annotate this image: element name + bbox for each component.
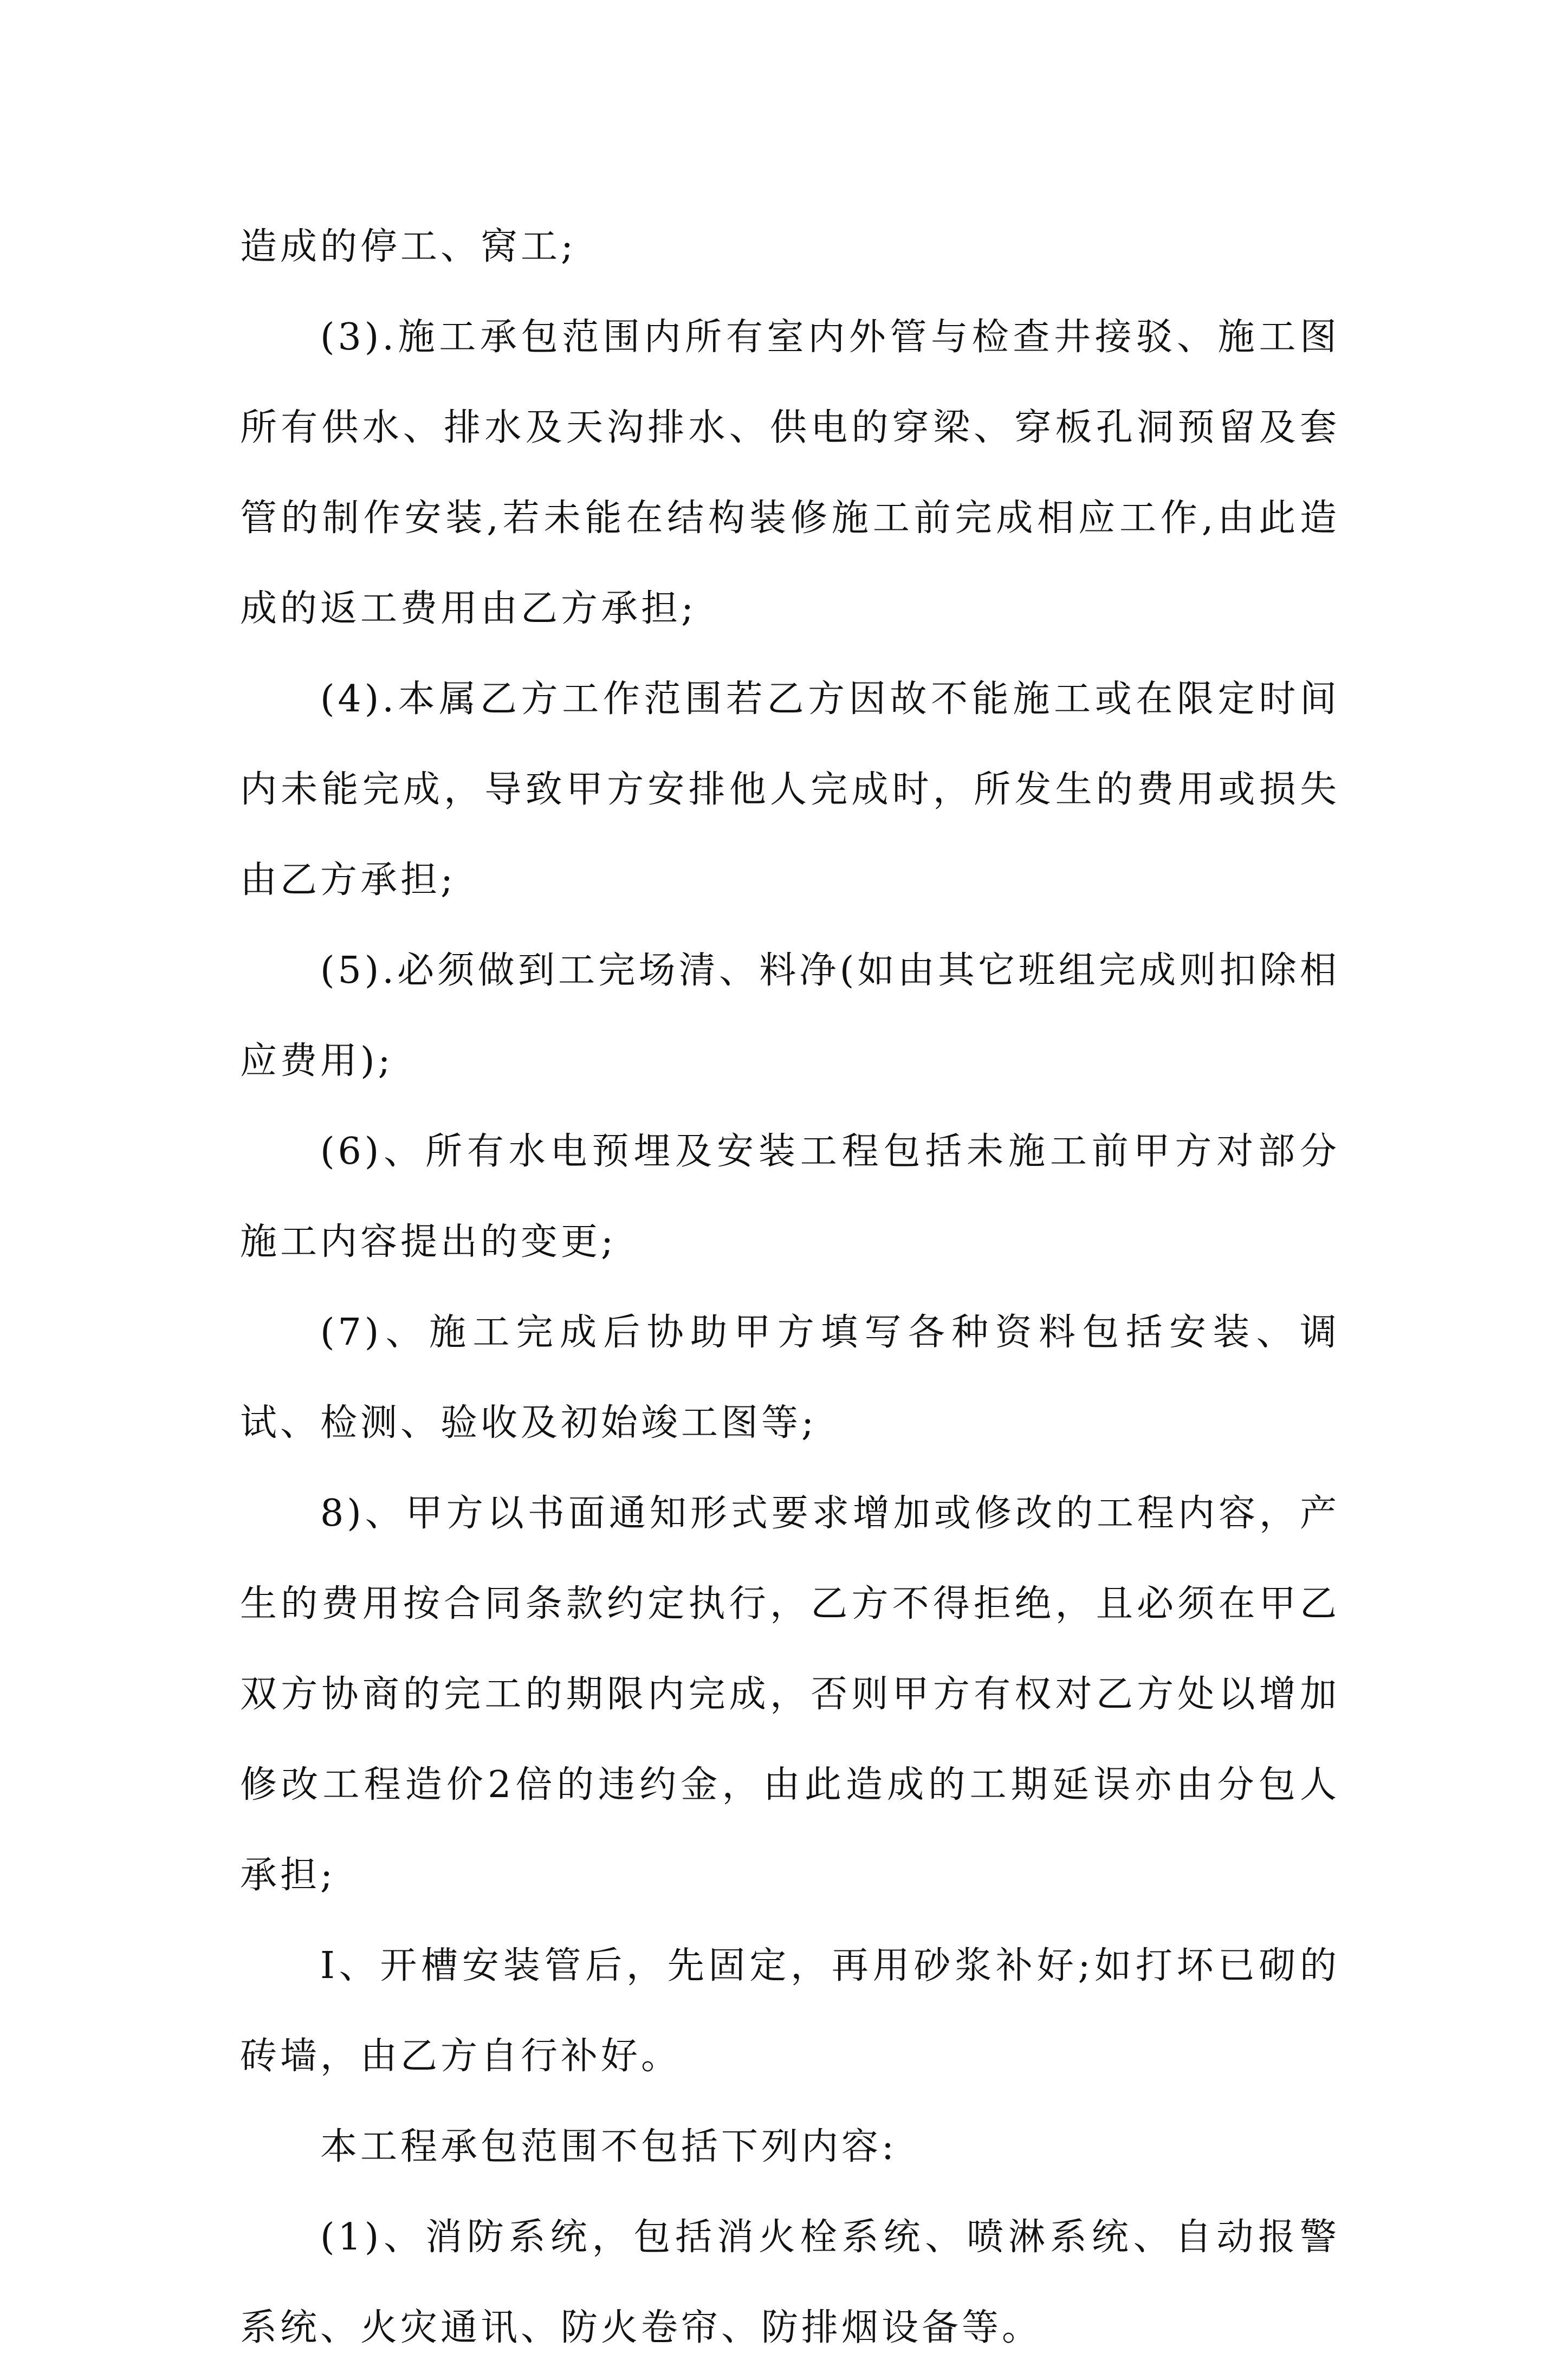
paragraph-exclusions-heading: 本工程承包范围不包括下列内容: xyxy=(320,2125,897,2168)
paragraph-item-i: I、开槽安装管后，先固定，再用砂浆补好;如打坏已砌的砖墙，由乙方自行补好。 xyxy=(240,1944,1340,2078)
paragraph-exclusion-1: (1)、消防系统，包括消火栓系统、喷淋系统、自动报警系统、火灾通讯、防火卷帘、防排烟设备等。 xyxy=(240,2216,1340,2349)
paragraph-stoppage: 造成的停工、窝工; xyxy=(240,225,576,268)
paragraph-item-8: 8)、甲方以书面通知形式要求增加或修改的工程内容，产生的费用按合同条款约定执行，乙方不得拒绝，且必须在甲乙双方协商的完工的期限内完成，否则甲方有权对乙方处以增加修改工程造价2倍的违约金，由此造成的工期延误亦由分包人承担; xyxy=(240,1492,1340,1897)
paragraph-item-5: (5).必须做到工完场清、料净(如由其它班组完成则扣除相应费用); xyxy=(240,949,1340,1082)
paragraph-item-6: (6)、所有水电预埋及安装工程包括未施工前甲方对部分施工内容提出的变更; xyxy=(240,1130,1340,1263)
paragraph-item-7: (7)、施工完成后协助甲方填写各种资料包括安装、调试、检测、验收及初始竣工图等; xyxy=(240,1311,1340,1444)
paragraph-item-4: (4).本属乙方工作范围若乙方因故不能施工或在限定时间内未能完成，导致甲方安排他人完成时，所发生的费用或损失由乙方承担; xyxy=(240,678,1340,902)
document-body xyxy=(240,202,1340,2373)
paragraph-item-3: (3).施工承包范围内所有室内外管与检查井接驳、施工图所有供水、排水及天沟排水、供电的穿梁、穿板孔洞预留及套管的制作安装,若未能在结构装修施工前完成相应工作,由此造成的返工费用由乙方承担; xyxy=(240,316,1340,630)
